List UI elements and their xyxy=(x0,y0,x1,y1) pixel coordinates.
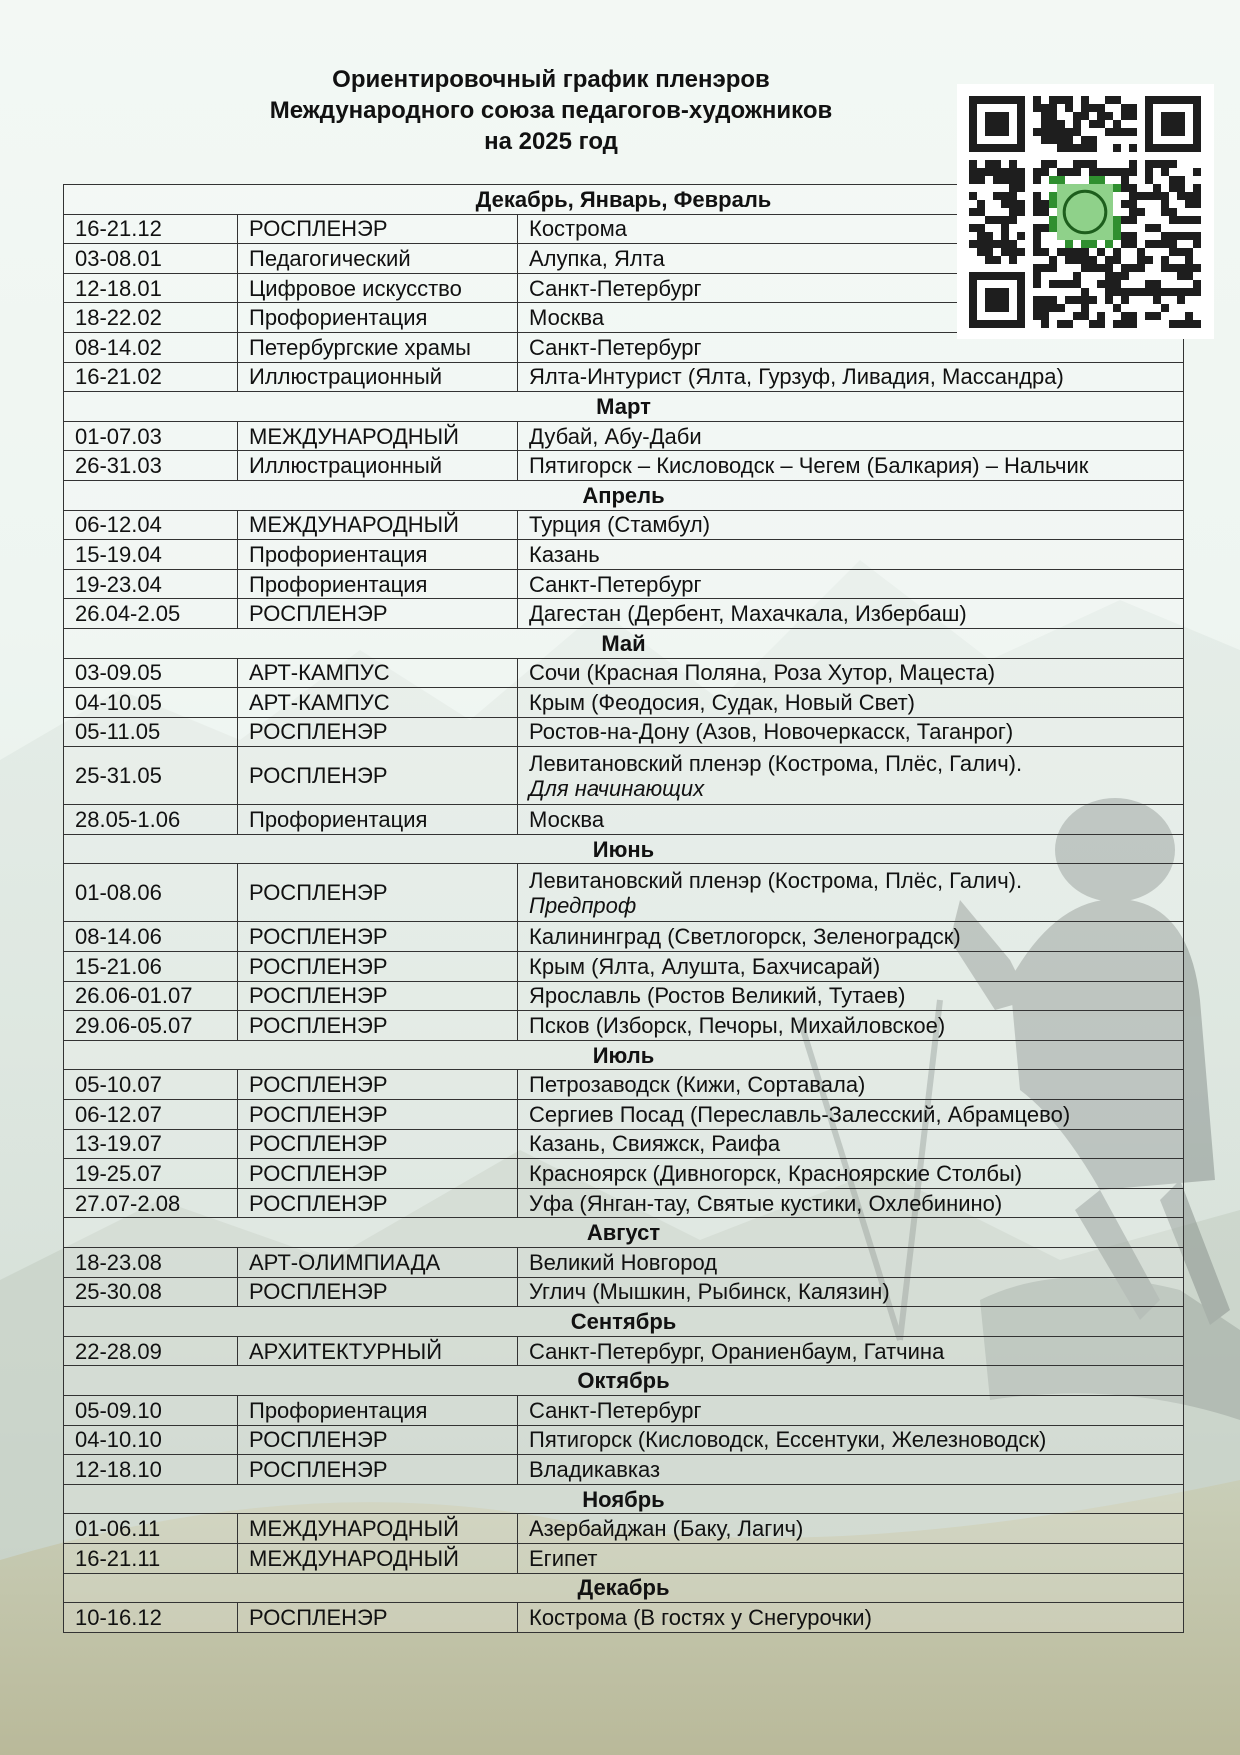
table-row xyxy=(64,1277,1184,1307)
date-cell: 26-31.03 xyxy=(64,451,238,481)
type-cell: РОСПЛЕНЭР xyxy=(238,864,518,922)
qr-code[interactable] xyxy=(957,84,1214,339)
date-cell: 01-08.06 xyxy=(64,864,238,922)
type-cell: Профориентация xyxy=(238,1395,518,1425)
place-text: Левитановский пленэр (Кострома, Плёс, Галич). xyxy=(529,750,1023,776)
table-row xyxy=(64,1395,1184,1425)
month-header: Октябрь xyxy=(64,1366,1184,1396)
type-cell: РОСПЛЕНЭР xyxy=(238,1100,518,1130)
place-cell: Азербайджан (Баку, Лагич) xyxy=(518,1514,1184,1544)
type-cell: РОСПЛЕНЭР xyxy=(238,747,518,805)
type-cell: Педагогический xyxy=(238,244,518,274)
month-header: Июнь xyxy=(64,834,1184,864)
place-cell: Дубай, Абу-Даби xyxy=(518,421,1184,451)
table-row xyxy=(64,599,1184,629)
type-cell: МЕЖДУНАРОДНЫЙ xyxy=(238,510,518,540)
place-cell: Дагестан (Дербент, Махачкала, Избербаш) xyxy=(518,599,1184,629)
type-cell: Иллюстрационный xyxy=(238,451,518,481)
place-cell: Египет xyxy=(518,1543,1184,1573)
title-line: на 2025 год xyxy=(484,128,618,155)
table-row xyxy=(64,747,1184,805)
type-cell: МЕЖДУНАРОДНЫЙ xyxy=(238,1543,518,1573)
table-row xyxy=(64,510,1184,540)
type-cell: АРТ-КАМПУС xyxy=(238,658,518,688)
table-row xyxy=(64,922,1184,952)
type-cell: РОСПЛЕНЭР xyxy=(238,599,518,629)
type-cell: РОСПЛЕНЭР xyxy=(238,922,518,952)
place-note: Для начинающих xyxy=(529,775,705,801)
type-cell: РОСПЛЕНЭР xyxy=(238,1159,518,1189)
month-header: Июль xyxy=(64,1040,1184,1070)
date-cell: 05-11.05 xyxy=(64,717,238,747)
place-cell: Сергиев Посад (Переславль-Залесский, Абрамцево) xyxy=(518,1100,1184,1130)
place-cell: Ростов-на-Дону (Азов, Новочеркасск, Таганрог) xyxy=(518,717,1184,747)
type-cell: РОСПЛЕНЭР xyxy=(238,1011,518,1041)
schedule-table xyxy=(63,184,1184,1633)
date-cell: 06-12.04 xyxy=(64,510,238,540)
month-header-row xyxy=(64,1307,1184,1337)
date-cell: 25-30.08 xyxy=(64,1277,238,1307)
month-header: Декабрь, Январь, Февраль xyxy=(64,185,1184,215)
place-cell: Красноярск (Дивногорск, Красноярские Столбы) xyxy=(518,1159,1184,1189)
type-cell: РОСПЛЕНЭР xyxy=(238,1455,518,1485)
type-cell: Профориентация xyxy=(238,540,518,570)
place-cell: Пятигорск (Кисловодск, Ессентуки, Железноводск) xyxy=(518,1425,1184,1455)
place-cell: Казань xyxy=(518,540,1184,570)
month-header-row xyxy=(64,1040,1184,1070)
place-cell: Кострома xyxy=(518,214,1184,244)
table-row xyxy=(64,1336,1184,1366)
place-cell: Псков (Изборск, Печоры, Михайловское) xyxy=(518,1011,1184,1041)
place-cell: Санкт-Петербург xyxy=(518,332,1184,362)
date-cell: 04-10.05 xyxy=(64,688,238,718)
date-cell: 03-09.05 xyxy=(64,658,238,688)
date-cell: 05-10.07 xyxy=(64,1070,238,1100)
month-header: Апрель xyxy=(64,480,1184,510)
table-row xyxy=(64,952,1184,982)
type-cell: РОСПЛЕНЭР xyxy=(238,1277,518,1307)
place-cell: Ялта-Интурист (Ялта, Гурзуф, Ливадия, Массандра) xyxy=(518,362,1184,392)
table-row xyxy=(64,1455,1184,1485)
date-cell: 19-23.04 xyxy=(64,569,238,599)
date-cell: 08-14.06 xyxy=(64,922,238,952)
place-cell: Крым (Феодосия, Судак, Новый Свет) xyxy=(518,688,1184,718)
month-header-row xyxy=(64,1484,1184,1514)
place-cell: Ярославль (Ростов Великий, Тутаев) xyxy=(518,981,1184,1011)
type-cell: Профориентация xyxy=(238,569,518,599)
date-cell: 15-21.06 xyxy=(64,952,238,982)
place-cell: Санкт-Петербург xyxy=(518,569,1184,599)
type-cell: МЕЖДУНАРОДНЫЙ xyxy=(238,421,518,451)
title-line: Международного союза педагогов-художников xyxy=(269,97,833,124)
month-header-row xyxy=(64,480,1184,510)
table-row xyxy=(64,421,1184,451)
place-cell: Калининград (Светлогорск, Зеленоградск) xyxy=(518,922,1184,952)
type-cell: РОСПЛЕНЭР xyxy=(238,1188,518,1218)
month-header-row xyxy=(64,628,1184,658)
qr-code-icon xyxy=(957,84,1214,339)
date-cell: 01-07.03 xyxy=(64,421,238,451)
table-row xyxy=(64,1159,1184,1189)
date-cell: 04-10.10 xyxy=(64,1425,238,1455)
type-cell: РОСПЛЕНЭР xyxy=(238,981,518,1011)
type-cell: РОСПЛЕНЭР xyxy=(238,1070,518,1100)
type-cell: РОСПЛЕНЭР xyxy=(238,952,518,982)
table-row xyxy=(64,1425,1184,1455)
table-row xyxy=(64,1100,1184,1130)
date-cell: 22-28.09 xyxy=(64,1336,238,1366)
date-cell: 03-08.01 xyxy=(64,244,238,274)
table-row xyxy=(64,1070,1184,1100)
table-row xyxy=(64,451,1184,481)
place-cell: Санкт-Петербург, Ораниенбаум, Гатчина xyxy=(518,1336,1184,1366)
place-cell: Санкт-Петербург xyxy=(518,1395,1184,1425)
date-cell: 05-09.10 xyxy=(64,1395,238,1425)
date-cell: 13-19.07 xyxy=(64,1129,238,1159)
month-header-row xyxy=(64,1366,1184,1396)
month-header-row xyxy=(64,1573,1184,1603)
table-row xyxy=(64,1129,1184,1159)
date-cell: 01-06.11 xyxy=(64,1514,238,1544)
table-row xyxy=(64,1248,1184,1278)
date-cell: 27.07-2.08 xyxy=(64,1188,238,1218)
table-row xyxy=(64,688,1184,718)
month-header: Сентябрь xyxy=(64,1307,1184,1337)
date-cell: 26.06-01.07 xyxy=(64,981,238,1011)
place-cell xyxy=(518,864,1184,922)
table-row xyxy=(64,658,1184,688)
table-row xyxy=(64,1011,1184,1041)
place-cell: Алупка, Ялта xyxy=(518,244,1184,274)
place-cell: Пятигорск – Кисловодск – Чегем (Балкария) – Нальчик xyxy=(518,451,1184,481)
type-cell: АРХИТЕКТУРНЫЙ xyxy=(238,1336,518,1366)
date-cell: 12-18.01 xyxy=(64,273,238,303)
table-row xyxy=(64,981,1184,1011)
type-cell: РОСПЛЕНЭР xyxy=(238,717,518,747)
table-row xyxy=(64,1603,1184,1633)
type-cell: АРТ-КАМПУС xyxy=(238,688,518,718)
place-cell: Москва xyxy=(518,303,1184,333)
type-cell: РОСПЛЕНЭР xyxy=(238,1425,518,1455)
place-cell: Великий Новгород xyxy=(518,1248,1184,1278)
table-row xyxy=(64,805,1184,835)
month-header: Май xyxy=(64,628,1184,658)
table-row xyxy=(64,1188,1184,1218)
table-row xyxy=(64,864,1184,922)
type-cell: Профориентация xyxy=(238,805,518,835)
month-header-row xyxy=(64,834,1184,864)
date-cell: 28.05-1.06 xyxy=(64,805,238,835)
table-row xyxy=(64,1514,1184,1544)
place-cell: Сочи (Красная Поляна, Роза Хутор, Мацеста) xyxy=(518,658,1184,688)
type-cell: РОСПЛЕНЭР xyxy=(238,1603,518,1633)
date-cell: 16-21.12 xyxy=(64,214,238,244)
place-note: Предпроф xyxy=(529,892,637,918)
date-cell: 16-21.02 xyxy=(64,362,238,392)
place-cell: Петрозаводск (Кижи, Сортавала) xyxy=(518,1070,1184,1100)
type-cell: РОСПЛЕНЭР xyxy=(238,1129,518,1159)
place-cell: Москва xyxy=(518,805,1184,835)
place-cell xyxy=(518,747,1184,805)
date-cell: 10-16.12 xyxy=(64,1603,238,1633)
place-cell: Казань, Свияжск, Раифа xyxy=(518,1129,1184,1159)
date-cell: 18-22.02 xyxy=(64,303,238,333)
month-header-row xyxy=(64,1218,1184,1248)
table-row xyxy=(64,540,1184,570)
type-cell: Петербургские храмы xyxy=(238,332,518,362)
date-cell: 25-31.05 xyxy=(64,747,238,805)
type-cell: МЕЖДУНАРОДНЫЙ xyxy=(238,1514,518,1544)
place-cell: Углич (Мышкин, Рыбинск, Калязин) xyxy=(518,1277,1184,1307)
place-cell: Кострома (В гостях у Снегурочки) xyxy=(518,1603,1184,1633)
date-cell: 16-21.11 xyxy=(64,1543,238,1573)
date-cell: 18-23.08 xyxy=(64,1248,238,1278)
month-header: Декабрь xyxy=(64,1573,1184,1603)
month-header: Ноябрь xyxy=(64,1484,1184,1514)
place-cell: Владикавказ xyxy=(518,1455,1184,1485)
title-line: Ориентировочный график пленэров xyxy=(332,66,770,93)
date-cell: 26.04-2.05 xyxy=(64,599,238,629)
type-cell: Профориентация xyxy=(238,303,518,333)
type-cell: Иллюстрационный xyxy=(238,362,518,392)
date-cell: 29.06-05.07 xyxy=(64,1011,238,1041)
table-row xyxy=(64,1543,1184,1573)
date-cell: 15-19.04 xyxy=(64,540,238,570)
month-header: Август xyxy=(64,1218,1184,1248)
table-row xyxy=(64,362,1184,392)
table-row xyxy=(64,569,1184,599)
date-cell: 12-18.10 xyxy=(64,1455,238,1485)
type-cell: АРТ-ОЛИМПИАДА xyxy=(238,1248,518,1278)
date-cell: 19-25.07 xyxy=(64,1159,238,1189)
place-cell: Крым (Ялта, Алушта, Бахчисарай) xyxy=(518,952,1184,982)
type-cell: РОСПЛЕНЭР xyxy=(238,214,518,244)
month-header-row xyxy=(64,392,1184,422)
place-cell: Санкт-Петербург xyxy=(518,273,1184,303)
month-header: Март xyxy=(64,392,1184,422)
date-cell: 08-14.02 xyxy=(64,332,238,362)
place-cell: Турция (Стамбул) xyxy=(518,510,1184,540)
place-cell: Уфа (Янган-тау, Святые кустики, Охлебинино) xyxy=(518,1188,1184,1218)
table-row xyxy=(64,717,1184,747)
type-cell: Цифровое искусство xyxy=(238,273,518,303)
place-text: Левитановский пленэр (Кострома, Плёс, Галич). xyxy=(529,867,1023,893)
date-cell: 06-12.07 xyxy=(64,1100,238,1130)
